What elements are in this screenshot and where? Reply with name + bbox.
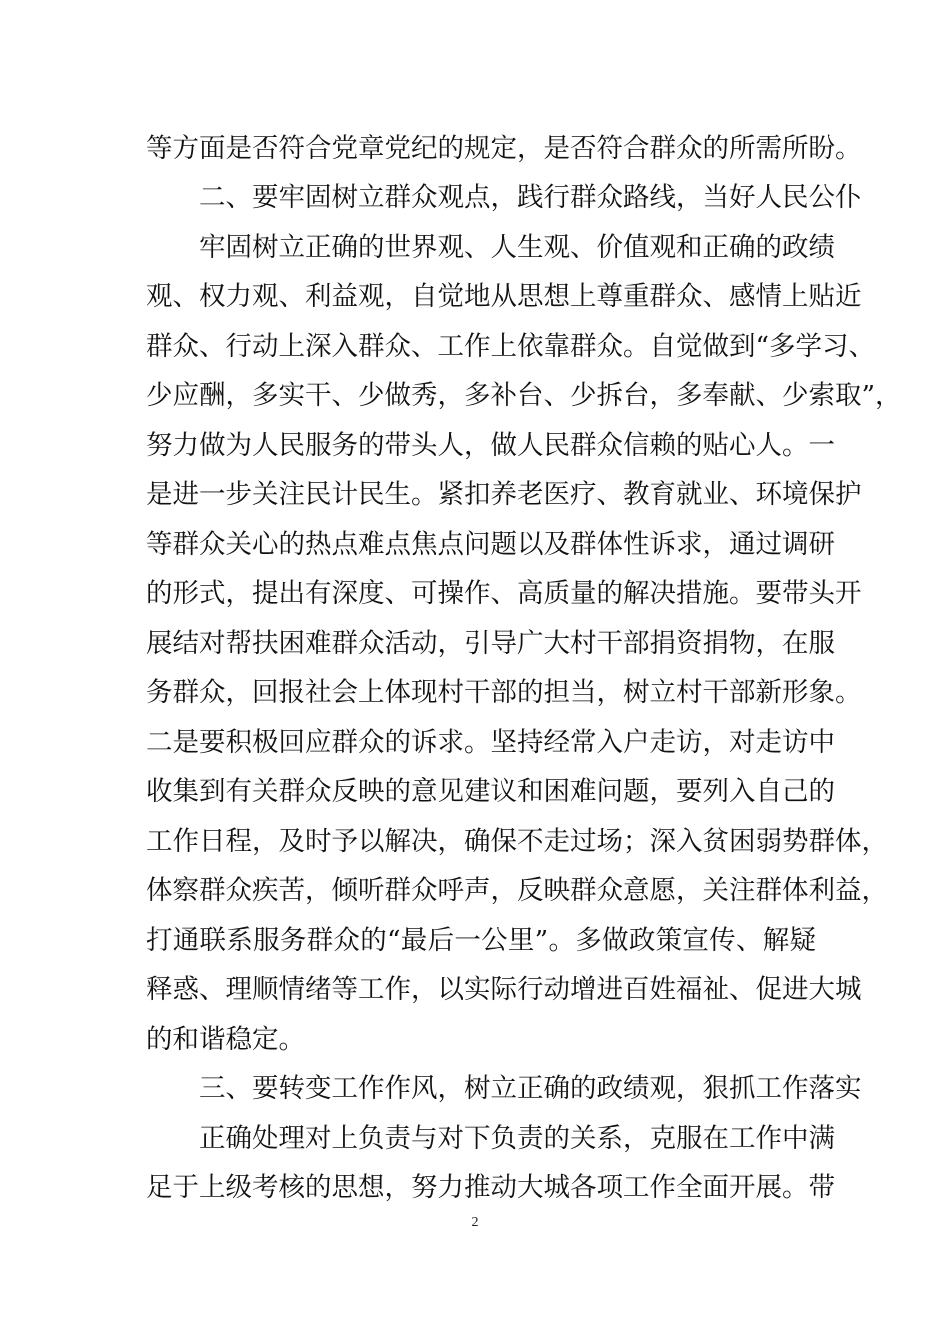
page-number: 2 — [471, 1215, 479, 1230]
text-line-10: 的形式，提出有深度、可操作、高质量的解决措施。要带头开 — [146, 578, 862, 609]
text-line-12: 务群众，回报社会上体现村干部的担当，树立村干部新形象。 — [146, 677, 862, 708]
text-line-13: 二是要积极回应群众的诉求。坚持经常入户走访，对走访中 — [146, 727, 835, 758]
text-line-7: 努力做为人民服务的带头人，做人民群众信赖的贴心人。一 — [146, 430, 835, 461]
section-heading-2: 二、要牢固树立群众观点，践行群众路线，当好人民公仆 — [199, 182, 862, 213]
text-line-6: 少应酬，多实干、少做秀，多补台、少拆台，多奉献、少索取”， — [146, 380, 902, 411]
text-line-17: 打通联系服务群众的“最后一公里”。多做政策宣传、解疑 — [146, 925, 816, 956]
text-line-18: 释惑、理顺情绪等工作，以实际行动增进百姓福祉、促进大城 — [146, 974, 862, 1005]
text-line-22: 足于上级考核的思想，努力推动大城各项工作全面开展。带 — [146, 1172, 835, 1203]
text-line-15: 工作日程，及时予以解决，确保不走过场；深入贫困弱势群体， — [146, 826, 888, 857]
text-line-9: 等群众关心的热点难点焦点问题以及群体性诉求，通过调研 — [146, 529, 835, 560]
text-line-21: 正确处理对上负责与对下负责的关系，克服在工作中满 — [199, 1123, 835, 1154]
text-line-14: 收集到有关群众反映的意见建议和困难问题，要列入自己的 — [146, 776, 835, 807]
text-line-4: 观、权力观、利益观，自觉地从思想上尊重群众、感情上贴近 — [146, 281, 862, 312]
text-line-16: 体察群众疾苦，倾听群众呼声，反映群众意愿，关注群体利益， — [146, 875, 888, 906]
text-line-8: 是进一步关注民计民生。紧扣养老医疗、教育就业、环境保护 — [146, 479, 862, 510]
text-line-3: 牢固树立正确的世界观、人生观、价值观和正确的政绩 — [199, 232, 835, 263]
section-heading-3: 三、要转变工作作风，树立正确的政绩观，狠抓工作落实 — [199, 1073, 862, 1104]
text-line-11: 展结对帮扶困难群众活动，引导广大村干部捐资捐物，在服 — [146, 628, 835, 659]
text-line-5: 群众、行动上深入群众、工作上依靠群众。自觉做到“多学习、 — [146, 331, 876, 362]
text-line-1: 等方面是否符合党章党纪的规定，是否符合群众的所需所盼。 — [146, 133, 862, 164]
text-line-19: 的和谐稳定。 — [146, 1024, 305, 1055]
